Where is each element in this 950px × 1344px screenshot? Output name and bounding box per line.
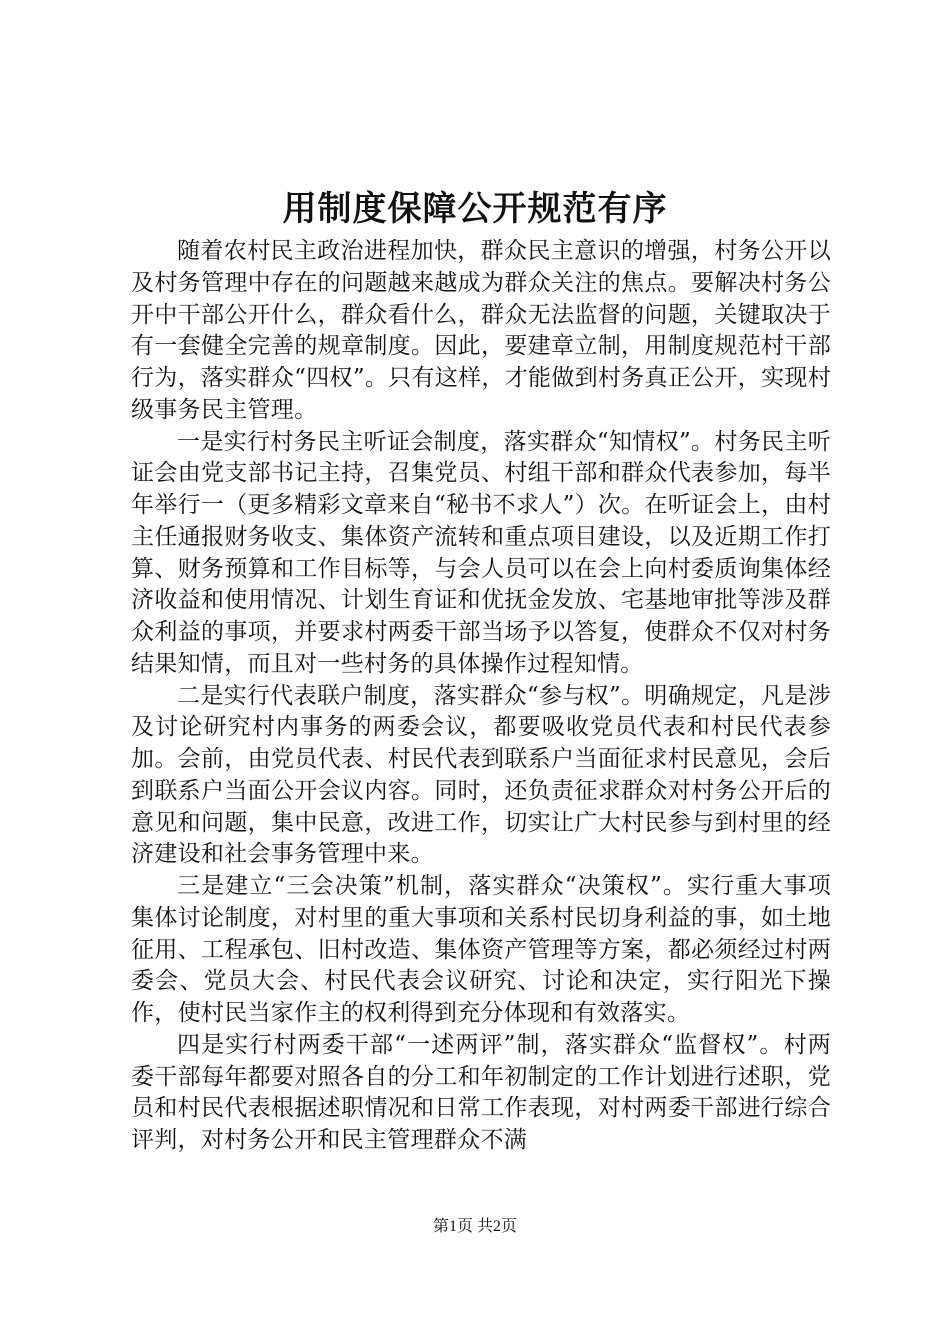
document-body (131, 236, 831, 1157)
paragraph-right-to-supervise: 四是实行村两委干部“一述两评”制，落实群众“监督权”。村两委干部每年都要对照各自的分工和年初制定的工作计划进行述职，党员和村民代表根据述职情况和日常工作表现，对村两委干部进行综合评判，对村务公开和民主管理群众不满 (131, 1031, 831, 1153)
page-footer: 第1页 共2页 (432, 1218, 517, 1235)
document-title: 用制度保障公开规范有序 (282, 189, 668, 229)
paragraph-right-to-decide: 三是建立“三会决策”机制，落实群众“决策权”。实行重大事项集体讨论制度，对村里的重大事项和关系村民切身利益的事，如土地征用、工程承包、旧村改造、集体资产管理等方案，都必须经过村两委会、党员大会、村民代表会议研究、讨论和决定，实行阳光下操作，使村民当家作主的权利得到充分体现和有效落实。 (131, 873, 831, 1026)
paragraph-right-to-know: 一是实行村务民主听证会制度，落实群众“知情权”。村务民主听证会由党支部书记主持，召集党员、村组干部和群众代表参加，每半年举行一（更多精彩文章来自“秘书不求人”）次。在听证会上，由村主任通报财务收支、集体资产流转和重点项目建设，以及近期工作打算、财务预算和工作目标等，与会人员可以在会上向村委质询集体经济收益和使用情况、计划生育证和优抚金发放、宅基地审批等涉及群众利益的事项，并要求村两委干部当场予以答复，使群众不仅对村务结果知情，而且对一些村务的具体操作过程知情。 (131, 428, 831, 677)
paragraph-right-to-participate: 二是实行代表联户制度，落实群众“参与权”。明确规定，凡是涉及讨论研究村内事务的两委会议，都要吸收党员代表和村民代表参加。会前，由党员代表、村民代表到联系户当面征求村民意见，会后到联系户当面公开会议内容。同时，还负责征求群众对村务公开后的意见和问题，集中民意，改进工作，切实让广大村民参与到村里的经济建设和社会事务管理中来。 (131, 682, 831, 868)
paragraph-intro: 随着农村民主政治进程加快，群众民主意识的增强，村务公开以及村务管理中存在的问题越来越成为群众关注的焦点。要解决村务公开中干部公开什么，群众看什么，群众无法监督的问题，关键取决于有一套健全完善的规章制度。因此，要建章立制，用制度规范村干部行为，落实群众“四权”。只有这样，才能做到村务真正公开，实现村级事务民主管理。 (131, 238, 831, 423)
